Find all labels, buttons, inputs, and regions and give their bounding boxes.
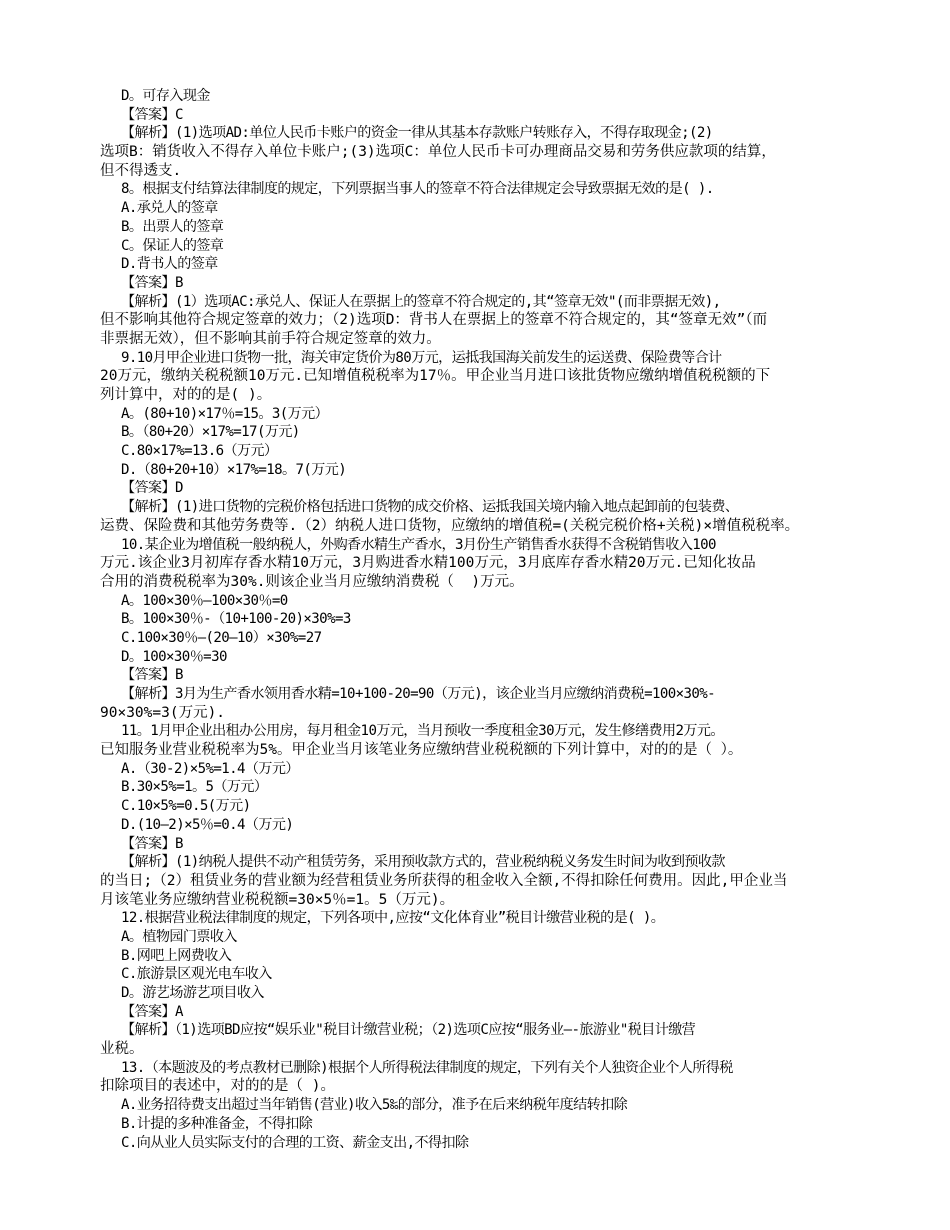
text-line: C.旅游景区观光电车收入 bbox=[121, 966, 272, 983]
text-line: D。游艺场游艺项目收入 bbox=[121, 985, 264, 1001]
text-line: 【答案】D bbox=[121, 480, 183, 497]
text-line: 【解析】(1)纳税人提供不动产租赁劳务，采用预收款方式的，营业税纳税义务发生时间为收到预收款 bbox=[121, 854, 725, 871]
text-line: D.（80+20+10）×17%=18。7(万元) bbox=[121, 461, 347, 478]
text-line: C。保证人的签章 bbox=[121, 237, 224, 254]
text-line: 的当日;（2）租赁业务的营业额为经营租赁业务所获得的租金收入全额,不得扣除任何费用。因此,甲企业当 bbox=[100, 872, 788, 889]
text-line: A。(80+10)×17％=15。3(万元） bbox=[121, 405, 329, 422]
text-line: 【解析】(1）选项AC:承兑人、保证人在票据上的签章不符合规定的,其“签章无效"(而非票据无效), bbox=[121, 293, 721, 310]
text-line: 但不得透支. bbox=[100, 162, 182, 179]
text-line: C.100×30％—(20—10）×30%=27 bbox=[121, 629, 322, 646]
text-line: 【答案】A bbox=[121, 1003, 183, 1020]
text-line: B。（80+20）×17%=17(万元) bbox=[121, 424, 300, 441]
text-line: 列计算中，对的的是( )。 bbox=[100, 387, 272, 403]
text-line: C.80×17%=13.6（万元） bbox=[121, 443, 278, 460]
text-line: 13.（本题波及的考点教材已删除)根据个人所得税法律制度的规定，下列有关个人独资企业个人所得税 bbox=[121, 1059, 733, 1076]
text-line: 【答案】C bbox=[121, 106, 183, 123]
text-line: D.背书人的签章 bbox=[121, 256, 218, 273]
text-line: A。100×30％—100×30％=0 bbox=[121, 592, 288, 609]
text-line: 选项B：销货收入不得存入单位卡账户;(3)选项C：单位人民币卡可办理商品交易和劳务供应款项的结算， bbox=[100, 144, 776, 161]
text-line: D。可存入现金 bbox=[121, 88, 210, 104]
text-line: C.向从业人员实际支付的合理的工资、薪金支出,不得扣除 bbox=[121, 1134, 469, 1151]
text-line: 已知服务业营业税税率为5%。甲企业当月该笔业务应缴纳营业税税额的下列计算中，对的的是（ ）。 bbox=[100, 742, 743, 759]
text-line: 业税。 bbox=[100, 1041, 144, 1058]
text-line: 【答案】B bbox=[121, 667, 183, 684]
text-line: 20万元，缴纳关税税额10万元.已知增值税税率为17％。甲企业当月进口该批货物应缴纳增值税税额的下 bbox=[100, 368, 771, 385]
text-line: A.承兑人的签章 bbox=[121, 200, 218, 217]
text-line: 【解析】(1)选项AD:单位人民币卡账户的资金一律从其基本存款账户转账存入，不得存取现金;(2) bbox=[121, 125, 713, 142]
text-line: A.（30-2)×5%=1.4（万元） bbox=[121, 760, 299, 777]
text-line: 扣除项目的表述中，对的的是（ )。 bbox=[100, 1078, 335, 1095]
text-line: A.业务招待费支出超过当年销售(营业)收入5‰的部分，准予在后来纳税年度结转扣除 bbox=[121, 1097, 628, 1114]
text-line: B.30×5%=1。5（万元） bbox=[121, 779, 268, 796]
text-line: B.网吧上网费收入 bbox=[121, 947, 232, 964]
text-line: 【解析】(1)进口货物的完税价格包括进口货物的成交价格、运抵我国关境内输入地点起卸前的包装费、 bbox=[121, 499, 739, 516]
text-line: D.(10—2)×5％=0.4（万元) bbox=[121, 816, 294, 833]
text-line: 月该笔业务应缴纳营业税税额=30×5％=1。5（万元)。 bbox=[100, 891, 455, 908]
document-page bbox=[100, 87, 870, 1152]
text-line: 12.根据营业税法律制度的规定，下列各项中,应按“文化体育业”税目计缴营业税的是( )。 bbox=[121, 910, 665, 927]
text-line: 9.10月甲企业进口货物一批，海关审定货价为80万元，运抵我国海关前发生的运送费、保险费等合计 bbox=[121, 349, 722, 366]
text-line: 11。1月甲企业出租办公用房，每月租金10万元，当月预收一季度租金30万元，发生修缮费用2万元。 bbox=[121, 723, 724, 740]
text-line: C.10×5%=0.5(万元) bbox=[121, 798, 251, 815]
text-line: 非票据无效），但不影响其前手符合规定签章的效力。 bbox=[100, 330, 441, 347]
text-line: 10.某企业为增值税一般纳税人，外购香水精生产香水，3月份生产销售香水获得不含税销售收入100 bbox=[121, 536, 716, 553]
text-line: A。植物园门票收入 bbox=[121, 928, 237, 945]
text-line: 运费、保险费和其他劳务费等.（2）纳税人进口货物，应缴纳的增值税=(关税完税价格+关税)×增值税税率。 bbox=[100, 517, 800, 534]
text-line: B.计提的多种准备金，不得扣除 bbox=[121, 1115, 313, 1132]
text-line: B。100×30％-（10+100-20)×30%=3 bbox=[121, 611, 351, 628]
text-line: 【解析】（1)选项BD应按“娱乐业"税目计缴营业税；（2)选项C应按“服务业—-旅游业"税目计缴营 bbox=[121, 1022, 696, 1039]
text-line: 【解析】3月为生产香水领用香水精=10+100-20=90（万元)，该企业当月应缴纳消费税=100×30%- bbox=[121, 686, 716, 702]
text-line: B。出票人的签章 bbox=[121, 218, 224, 235]
text-line: 但不影响其他符合规定签章的效力；（2)选项D：背书人在票据上的签章不符合规定的，其“签章无效”（而 bbox=[100, 312, 768, 329]
text-line: 【答案】B bbox=[121, 274, 183, 291]
text-line: 合用的消费税税率为30%.则该企业当月应缴纳消费税（ )万元。 bbox=[100, 573, 524, 590]
text-line: 万元.该企业3月初库存香水精10万元，3月购进香水精100万元，3月底库存香水精20万元.已知化妆品 bbox=[100, 555, 756, 572]
text-line: 8。根据支付结算法律制度的规定，下列票据当事人的签章不符合法律规定会导致票据无效的是( ). bbox=[121, 181, 714, 198]
text-line: 【答案】B bbox=[121, 835, 183, 852]
text-line: 90×30%=3(万元). bbox=[100, 704, 226, 721]
text-line: D。100×30％=30 bbox=[121, 648, 227, 665]
